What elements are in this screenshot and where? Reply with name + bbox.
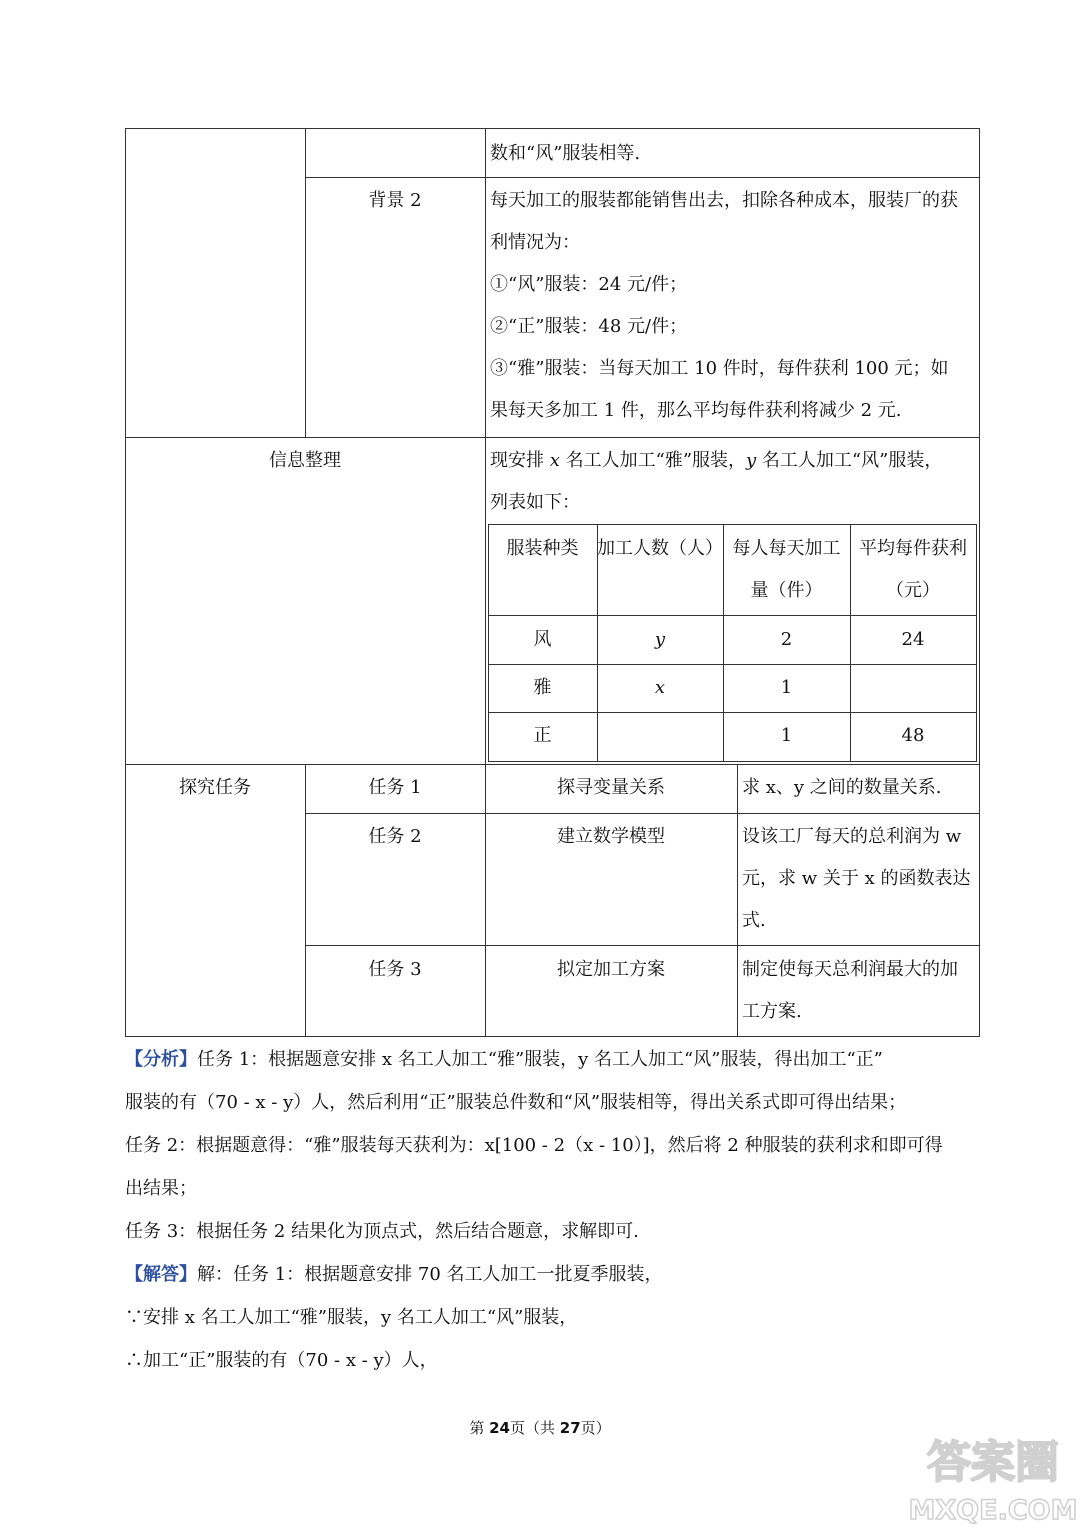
inner-cell: 1 xyxy=(780,677,793,698)
info-intro-text: 现安排 xyxy=(490,450,550,471)
task3-title: 拟定加工方案 xyxy=(557,959,665,980)
table-line xyxy=(125,1036,980,1037)
page-total: 27 xyxy=(559,1419,581,1437)
inner-cell: 24 xyxy=(901,629,925,650)
task3-desc: 工方案. xyxy=(742,1001,802,1022)
background2-line: ①“风”服装：24 元/件； xyxy=(490,274,688,295)
task1-name: 任务 1 xyxy=(368,777,422,798)
inner-cell: 正 xyxy=(533,725,552,746)
solution-line-1 xyxy=(125,1253,985,1296)
inner-cell: 1 xyxy=(780,725,793,746)
inner-header: 平均每件获利 xyxy=(859,538,967,559)
inner-header: 加工人数（人） xyxy=(597,538,723,559)
table-line xyxy=(485,437,486,765)
table-line xyxy=(488,615,977,616)
analysis-line-3: 任务 2：根据题意得：“雅”服装每天获利为：x[100 - 2（x - 10）]，然后将 2 种服装的获利求和即可得 xyxy=(125,1135,943,1156)
analysis-line-4: 出结果； xyxy=(125,1178,197,1199)
inner-header: 服装种类 xyxy=(506,538,579,559)
table-line xyxy=(305,128,306,438)
info-label: 信息整理 xyxy=(269,450,341,471)
inner-cell: x xyxy=(654,677,666,698)
analysis-text: 任务 1：根据题意安排 x 名工人加工“雅”服装，y 名工人加工“风”服装，得出加工“正” xyxy=(197,1049,883,1070)
analysis-line-5: 任务 3：根据任务 2 结果化为顶点式，然后结合题意，求解即可. xyxy=(125,1221,639,1242)
table-line xyxy=(125,128,980,129)
analysis-tag: 【分析】 xyxy=(125,1049,197,1070)
footer-text: 页（共 xyxy=(509,1419,560,1437)
task2-name: 任务 2 xyxy=(368,826,422,847)
inner-cell: 48 xyxy=(901,725,925,746)
watermark-text-top: 答案圈 xyxy=(927,1437,1059,1488)
table-line xyxy=(125,437,980,438)
table-line xyxy=(488,761,977,762)
continued-text: 数和“风”服装相等. xyxy=(490,143,641,164)
solution-line-2: ∵安排 x 名工人加工“雅”服装，y 名工人加工“风”服装， xyxy=(125,1307,578,1328)
table-line xyxy=(488,664,977,665)
watermark-text-bottom: MXQE.COM xyxy=(908,1495,1078,1526)
task3-desc: 制定使每天总利润最大的加 xyxy=(742,959,958,980)
analysis-line-2: 服装的有（70 - x - y）人，然后利用“正”服装总件数和“风”服装相等，得出关系式即可得出结果； xyxy=(125,1092,907,1113)
inner-header: 每人每天加工 xyxy=(732,538,841,559)
table-line xyxy=(305,945,980,946)
page-number: 24 xyxy=(489,1419,510,1437)
footer-text: 第 xyxy=(469,1419,490,1437)
inner-header: 量（件） xyxy=(750,580,823,601)
task2-desc: 元，求 w 关于 x 的函数表达 xyxy=(742,868,971,889)
background2-label: 背景 2 xyxy=(368,190,422,211)
inner-cell: 雅 xyxy=(533,677,552,698)
solution-text: 解：任务 1：根据题意安排 70 名工人加工一批夏季服装， xyxy=(197,1264,663,1285)
watermark-logo xyxy=(905,1425,1080,1527)
table-line xyxy=(976,524,977,762)
tasks-label: 探究任务 xyxy=(179,777,251,798)
table-line xyxy=(125,128,126,1037)
footer-text: 页） xyxy=(580,1419,611,1437)
background2-line: ②“正”服装：48 元/件； xyxy=(490,316,688,337)
background2-line: 果每天多加工 1 件，那么平均每件获利将减少 2 元. xyxy=(490,400,902,421)
analysis-line-1 xyxy=(125,1038,985,1081)
inner-cell: 2 xyxy=(780,629,793,650)
background2-line: ③“雅”服装：当每天加工 10 件时，每件获利 100 元；如 xyxy=(490,358,949,379)
table-line xyxy=(737,764,738,1037)
task1-title: 探寻变量关系 xyxy=(557,777,665,798)
info-intro-line2: 列表如下： xyxy=(490,492,580,513)
table-line xyxy=(305,813,980,814)
task1-desc: 求 x、y 之间的数量关系. xyxy=(742,777,942,798)
task2-title: 建立数学模型 xyxy=(557,826,665,847)
table-line xyxy=(485,128,486,438)
table-line xyxy=(488,524,977,525)
info-intro-text: 名工人加工“雅”服装， xyxy=(559,450,747,471)
table-line xyxy=(305,177,980,178)
watermark-graphic xyxy=(905,1425,1080,1527)
inner-cell: y xyxy=(654,629,666,650)
task2-desc: 设该工厂每天的总利润为 w xyxy=(742,826,962,847)
info-intro-text: 名工人加工“风”服装， xyxy=(756,450,943,471)
inner-header: （元） xyxy=(886,580,940,601)
background2-line: 每天加工的服装都能销售出去，扣除各种成本，服装厂的获 xyxy=(490,190,958,211)
background2-line: 利情况为： xyxy=(490,232,580,253)
var-x: x xyxy=(549,450,560,471)
table-line xyxy=(488,712,977,713)
solution-tag: 【解答】 xyxy=(125,1264,197,1285)
task2-desc: 式. xyxy=(742,910,766,931)
var-y: y xyxy=(746,450,757,471)
table-line xyxy=(125,764,980,765)
info-intro xyxy=(490,440,942,482)
inner-cell: 风 xyxy=(533,629,552,650)
task3-name: 任务 3 xyxy=(368,959,422,980)
solution-line-3: ∴加工“正”服装的有（70 - x - y）人， xyxy=(125,1350,438,1371)
table-line xyxy=(979,128,980,1037)
